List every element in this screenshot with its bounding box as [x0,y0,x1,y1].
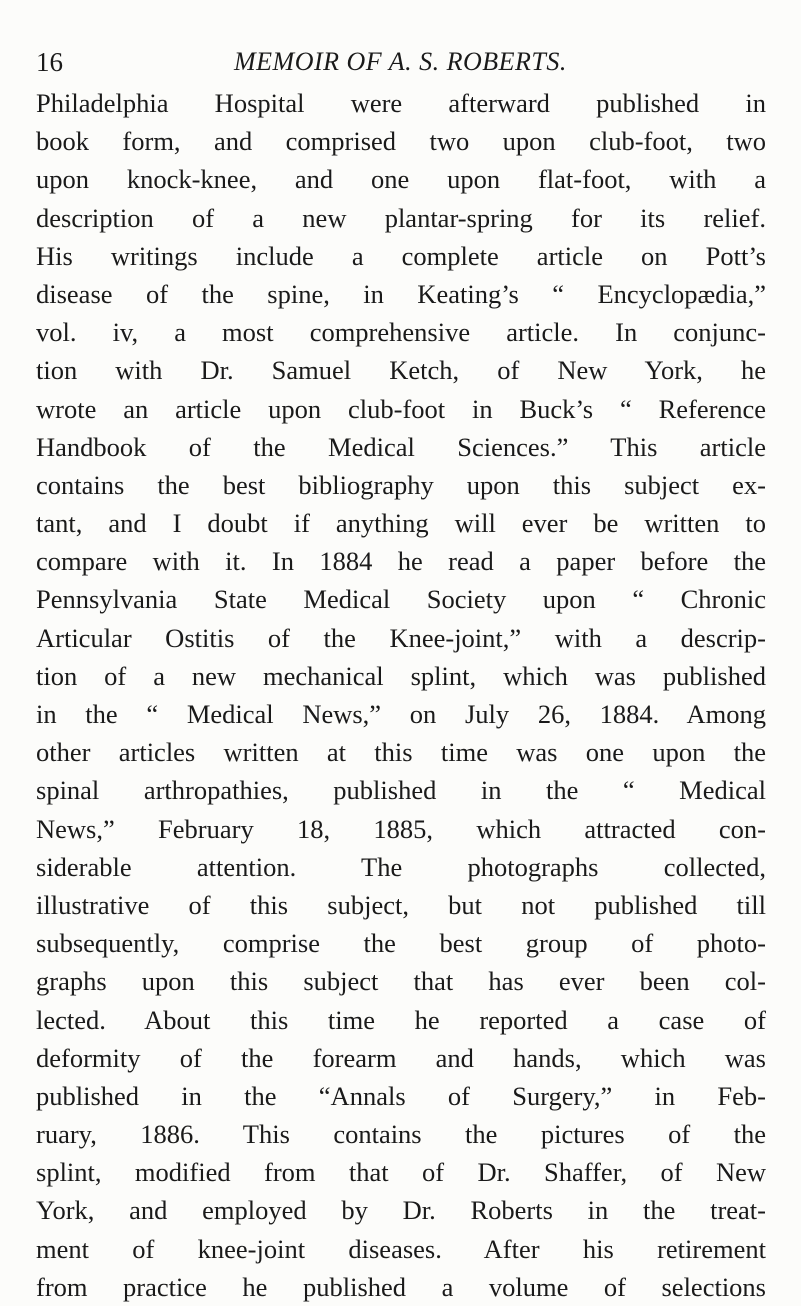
text-line: Philadelphia Hospital were afterward published in [36,88,766,118]
body-paragraph [36,84,766,1306]
text-line: splint, modified from that of Dr. Shaffer, of New [36,1157,766,1188]
text-line: siderable attention. The photographs collected, [36,851,766,882]
text-line: disease of the spine, in Keating’s “ Encyclopædia,” [36,278,766,309]
text-line: wrote an article upon club-foot in Buck’s “ Reference [36,393,766,424]
text-line: ment of knee-joint diseases. After his retirement [36,1233,766,1264]
text-line: lected. About this time he reported a case of [36,1004,766,1035]
running-head: MEMOIR OF A. S. ROBERTS. [234,47,567,76]
text-line: York, and employed by Dr. Roberts in the treat- [36,1195,766,1226]
text-line: Articular Ostitis of the Knee-joint,” with a descrip- [36,622,766,653]
text-line: subsequently, comprise the best group of photo- [36,928,766,959]
text-line: tant, and I doubt if anything will ever be written to [36,508,766,539]
text-line: other articles written at this time was one upon the [36,737,766,768]
text-line: description of a new plantar-spring for its relief. [36,202,766,233]
text-line: His writings include a complete article on Pott’s [36,240,766,271]
page-number: 16 [36,47,63,77]
text-line: News,” February 18, 1885, which attracted con- [36,813,766,844]
text-line: ruary, 1886. This contains the pictures of the [36,1119,766,1150]
text-line: in the “ Medical News,” on July 26, 1884. Among [36,699,766,729]
text-line: spinal arthropathies, published in the “ Medical [36,775,766,806]
text-line: illustrative of this subject, but not published till [36,889,766,920]
text-line: tion with Dr. Samuel Ketch, of New York, he [36,355,766,386]
text-line: tion of a new mechanical splint, which was published [36,660,766,691]
text-line: vol. iv, a most comprehensive article. In conjunc- [36,317,766,348]
text-line: book form, and comprised two upon club-foot, two [36,126,766,157]
text-line: graphs upon this subject that has ever been col- [36,966,766,997]
text-line: published in the “Annals of Surgery,” in Feb- [36,1080,766,1111]
text-line: compare with it. In 1884 he read a paper before the [36,546,766,577]
text-line: Pennsylvania State Medical Society upon “ Chronic [36,584,766,615]
text-line: from practice he published a volume of selections [36,1271,766,1302]
page-header [36,42,766,82]
text-line: contains the best bibliography upon this subject ex- [36,469,766,500]
text-line: deformity of the forearm and hands, which was [36,1042,766,1073]
text-line: Handbook of the Medical Sciences.” This article [36,431,766,462]
text-line: upon knock-knee, and one upon flat-foot, with a [36,164,766,195]
